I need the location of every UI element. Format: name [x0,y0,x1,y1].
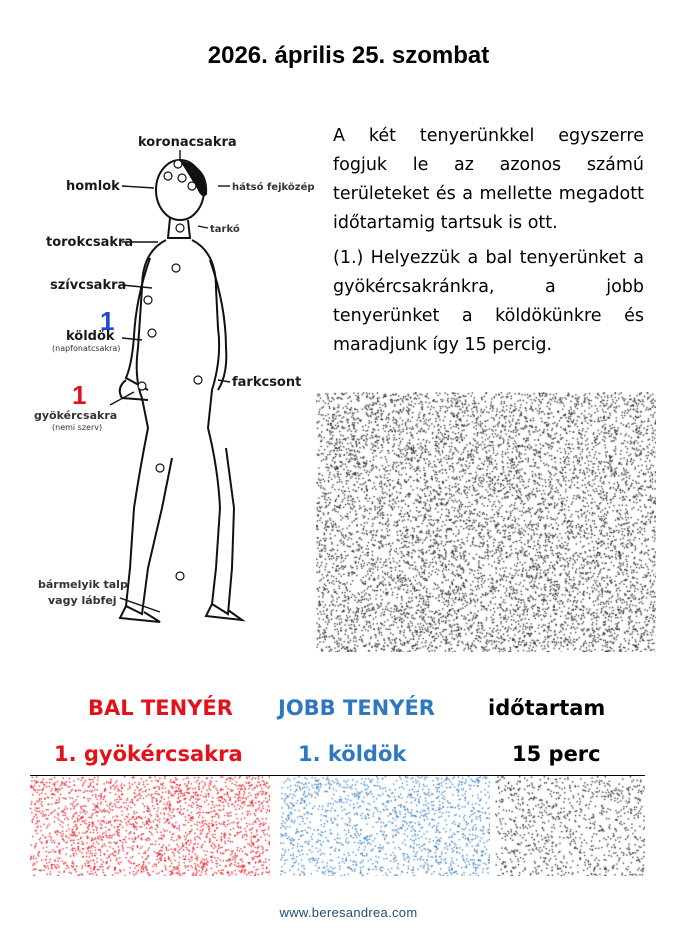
scrambled-blue-area [280,776,490,876]
label-navel: köldök [66,329,115,344]
label-foot-line2: vagy lábfej [48,594,117,607]
instruction-text [333,122,644,366]
scrambled-black-area [495,776,645,876]
human-body-illustration [30,128,320,638]
page-title: 2026. április 25. szombat [207,42,490,69]
label-forehead: homlok [66,179,120,194]
label-root: gyökércsakra [34,409,118,422]
label-throat: torokcsakra [46,235,134,250]
footer-website[interactable]: www.beresandrea.com [279,905,418,920]
instruction-paragraph-1: A két tenyerünkkel egyszerre fogjuk le az azonos számú területeket és a mellette megadott időtartamig tartsuk is ott. [333,126,644,233]
instruction-paragraph-2: (1.) Helyezzük a bal tenyerünket a gyökércsakránkra, a jobb tenyerünket a köldökünkre és maradjunk így 15 percig. [333,248,644,355]
label-heart: szívcsakra [50,278,127,293]
label-foot-line1: bármelyik talp [38,578,128,591]
marker-red-1: 1 [72,380,87,410]
header-right-hand: JOBB TENYÉR [278,696,435,720]
row-left-hand: 1. gyökércsakra [54,742,243,766]
scrambled-red-area [30,776,270,876]
label-tailbone: farkcsont [232,375,302,390]
header-left-hand: BAL TENYÉR [88,696,233,720]
label-navel-sub: (napfonatcsakra) [52,344,121,353]
label-crown: koronacsakra [138,135,237,150]
row-right-hand: 1. köldök [298,742,407,766]
header-duration: időtartam [488,696,606,720]
label-root-sub: (nemi szerv) [52,423,103,432]
scrambled-area [316,392,656,652]
label-back-head: hátsó fejközép [232,182,315,193]
row-duration: 15 perc [512,742,601,766]
marker-blue-1: 1 [100,306,115,336]
body-chakra-figure [30,128,320,638]
label-nape: tarkó [210,224,240,235]
